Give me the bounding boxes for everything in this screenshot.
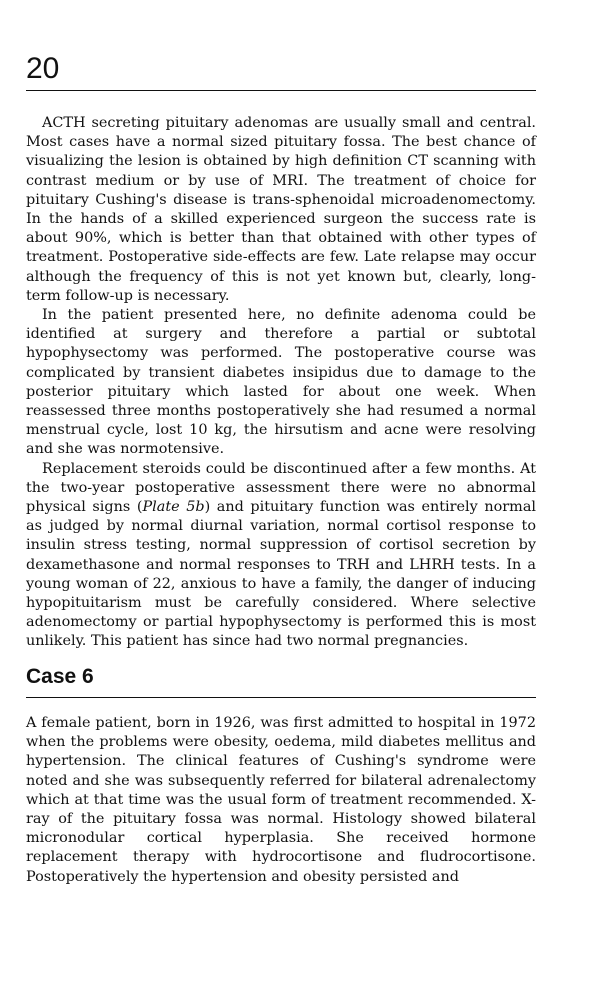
paragraph-patient-surgery: In the patient presented here, no definite adenoma could be identified at surgery and therefore a partial or subtotal hypophysectomy was performed. The postoperative course was complicated by transient diabetes insipidus due to damage to the posterior pituitary which lasted for about one week. When reassessed three months postoperatively she had resumed a normal menstrual cycle, lost 10 kg, the hirsutism and acne were resolving and she was normotensive. <box>26 307 536 458</box>
body-text-discussion <box>26 114 536 652</box>
paragraph-case-history: A female patient, born in 1926, was first admitted to hospital in 1972 when the problems were obesity, oedema, mild diabetes mellitus and hypertension. The clinical features of Cushing's syndrome were noted and she was subsequently referred for bilateral adrenalectomy which at that time was the usual form of treatment recommended. X-ray of the pituitary fossa was normal. Histology showed bilateral micronodular cortical hyperplasia. She received hormone replacement therapy with hydrocortisone and fludrocortisone. Postoperatively the hypertension and obesity persisted and <box>26 715 536 885</box>
header-rule <box>26 90 536 91</box>
paragraph-replacement-text-end: ) and pituitary function was entirely normal as judged by normal diurnal variation, normal cortisol response to insulin stress testing, normal suppression of cortisol secretion by dexamethasone and normal responses to TRH and LHRH tests. In a young woman of 22, anxious to have a family, the danger of inducing hypopituitarism must be carefully considered. Where selective adenomectomy or partial hypophysectomy is performed this is most unlikely. This patient has since had two normal pregnancies. <box>26 499 536 650</box>
body-text-case <box>26 714 536 887</box>
case-heading-rule <box>26 697 536 698</box>
page-number: 20 <box>26 52 60 85</box>
case-heading: Case 6 <box>26 665 94 688</box>
paragraph-acth-adenomas: ACTH secreting pituitary adenomas are usually small and central. Most cases have a normal sized pituitary fossa. The best chance of visualizing the lesion is obtained by high definition CT scanning with contrast medium or by use of MRI. The treatment of choice for pituitary Cushing's disease is trans-sphenoidal microadenomectomy. In the hands of a skilled experienced surgeon the success rate is about 90%, which is better than that obtained with other types of treatment. Postoperative side-effects are few. Late relapse may occur although the frequency of this is not yet known but, clearly, long-term follow-up is necessary. <box>26 115 536 304</box>
plate-reference: Plate 5b <box>142 499 205 516</box>
paragraph-replacement-steroids <box>26 460 536 652</box>
paragraph-replacement-text-start: Replacement steroids could be discontinued after a few months. At the two-year postoperative assessment there were no abnormal physical signs ( <box>26 460 536 516</box>
